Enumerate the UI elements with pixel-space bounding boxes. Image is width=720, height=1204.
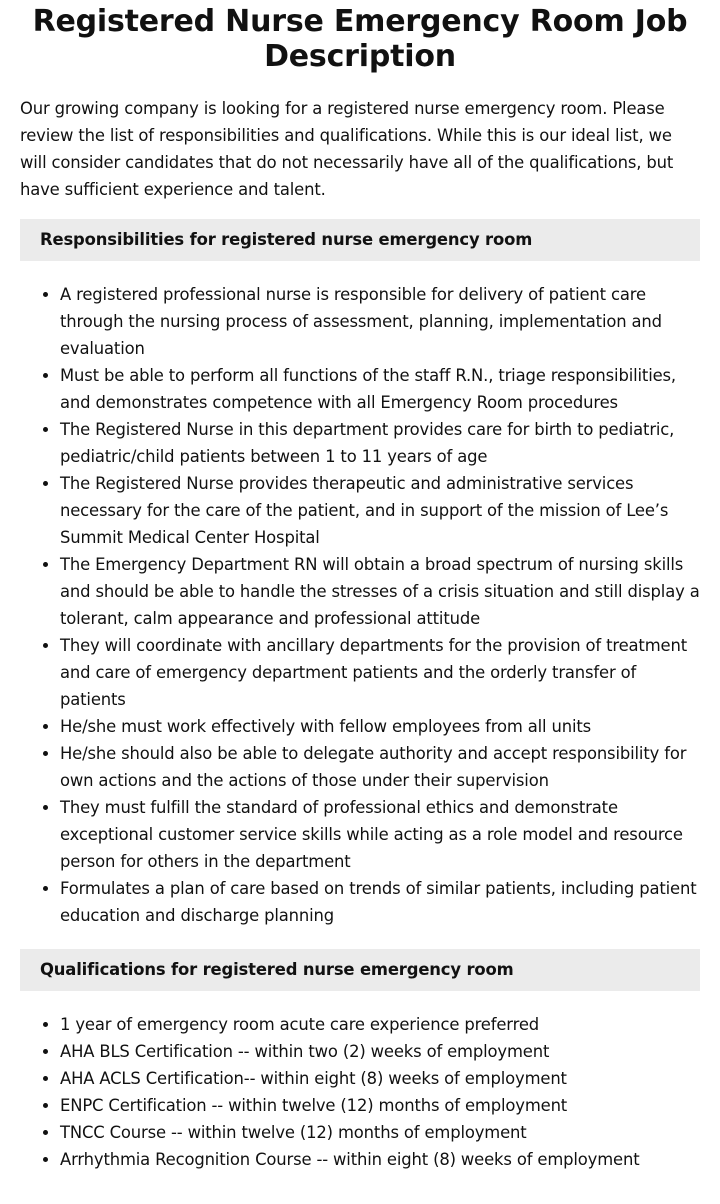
qualification-item: • ENPC Certification -- within twelve (12) months of employment bbox=[60, 1092, 700, 1119]
responsibility-item: • He/she should also be able to delegate authority and accept responsibility for own actions and the actions of those under their supervision bbox=[60, 740, 700, 794]
qualification-item: • Arrhythmia Recognition Course -- within eight (8) weeks of employment bbox=[60, 1146, 700, 1173]
qualification-item: • TNCC Course -- within twelve (12) months of employment bbox=[60, 1119, 700, 1146]
responsibility-item: • The Emergency Department RN will obtain a broad spectrum of nursing skills and should be able to handle the stresses of a crisis situation and still display a tolerant, calm appearance and professional attitude bbox=[60, 551, 700, 632]
intro-paragraph: Our growing company is looking for a registered nurse emergency room. Please review the list of responsibilities and qualifications. While this is our ideal list, we will consider candidates that do not necessarily have all of the qualifications, but have sufficient experience and talent. bbox=[20, 99, 674, 199]
qualification-item: • AHA ACLS Certification-- within eight (8) weeks of employment bbox=[60, 1065, 700, 1092]
responsibility-item: • He/she must work effectively with fellow employees from all units bbox=[60, 713, 700, 740]
qualification-item: • 1 year of emergency room acute care experience preferred bbox=[60, 1011, 700, 1038]
responsibility-item: • Must be able to perform all functions of the staff R.N., triage responsibilities, and demonstrates competence with all Emergency Room procedures bbox=[60, 362, 700, 416]
responsibility-item: • Formulates a plan of care based on trends of similar patients, including patient education and discharge planning bbox=[60, 875, 700, 929]
responsibilities-list bbox=[20, 281, 700, 929]
responsibility-item: • They must fulfill the standard of professional ethics and demonstrate exceptional customer service skills while acting as a role model and resource person for others in the department bbox=[60, 794, 700, 875]
responsibility-item: • A registered professional nurse is responsible for delivery of patient care through the nursing process of assessment, planning, implementation and evaluation bbox=[60, 281, 700, 362]
responsibility-item: • They will coordinate with ancillary departments for the provision of treatment and care of emergency department patients and the orderly transfer of patients bbox=[60, 632, 700, 713]
job-description-page bbox=[0, 4, 720, 1173]
responsibilities-heading: Responsibilities for registered nurse emergency room bbox=[20, 219, 700, 261]
responsibility-item: • The Registered Nurse provides therapeutic and administrative services necessary for the care of the patient, and in support of the mission of Lee’s Summit Medical Center Hospital bbox=[60, 470, 700, 551]
page-title: Registered Nurse Emergency Room Job Description bbox=[32, 4, 688, 74]
qualifications-heading: Qualifications for registered nurse emergency room bbox=[20, 949, 700, 991]
qualifications-list bbox=[20, 1011, 700, 1173]
qualification-item: • AHA BLS Certification -- within two (2) weeks of employment bbox=[60, 1038, 700, 1065]
responsibility-item: • The Registered Nurse in this department provides care for birth to pediatric, pediatric/child patients between 1 to 11 years of age bbox=[60, 416, 700, 470]
